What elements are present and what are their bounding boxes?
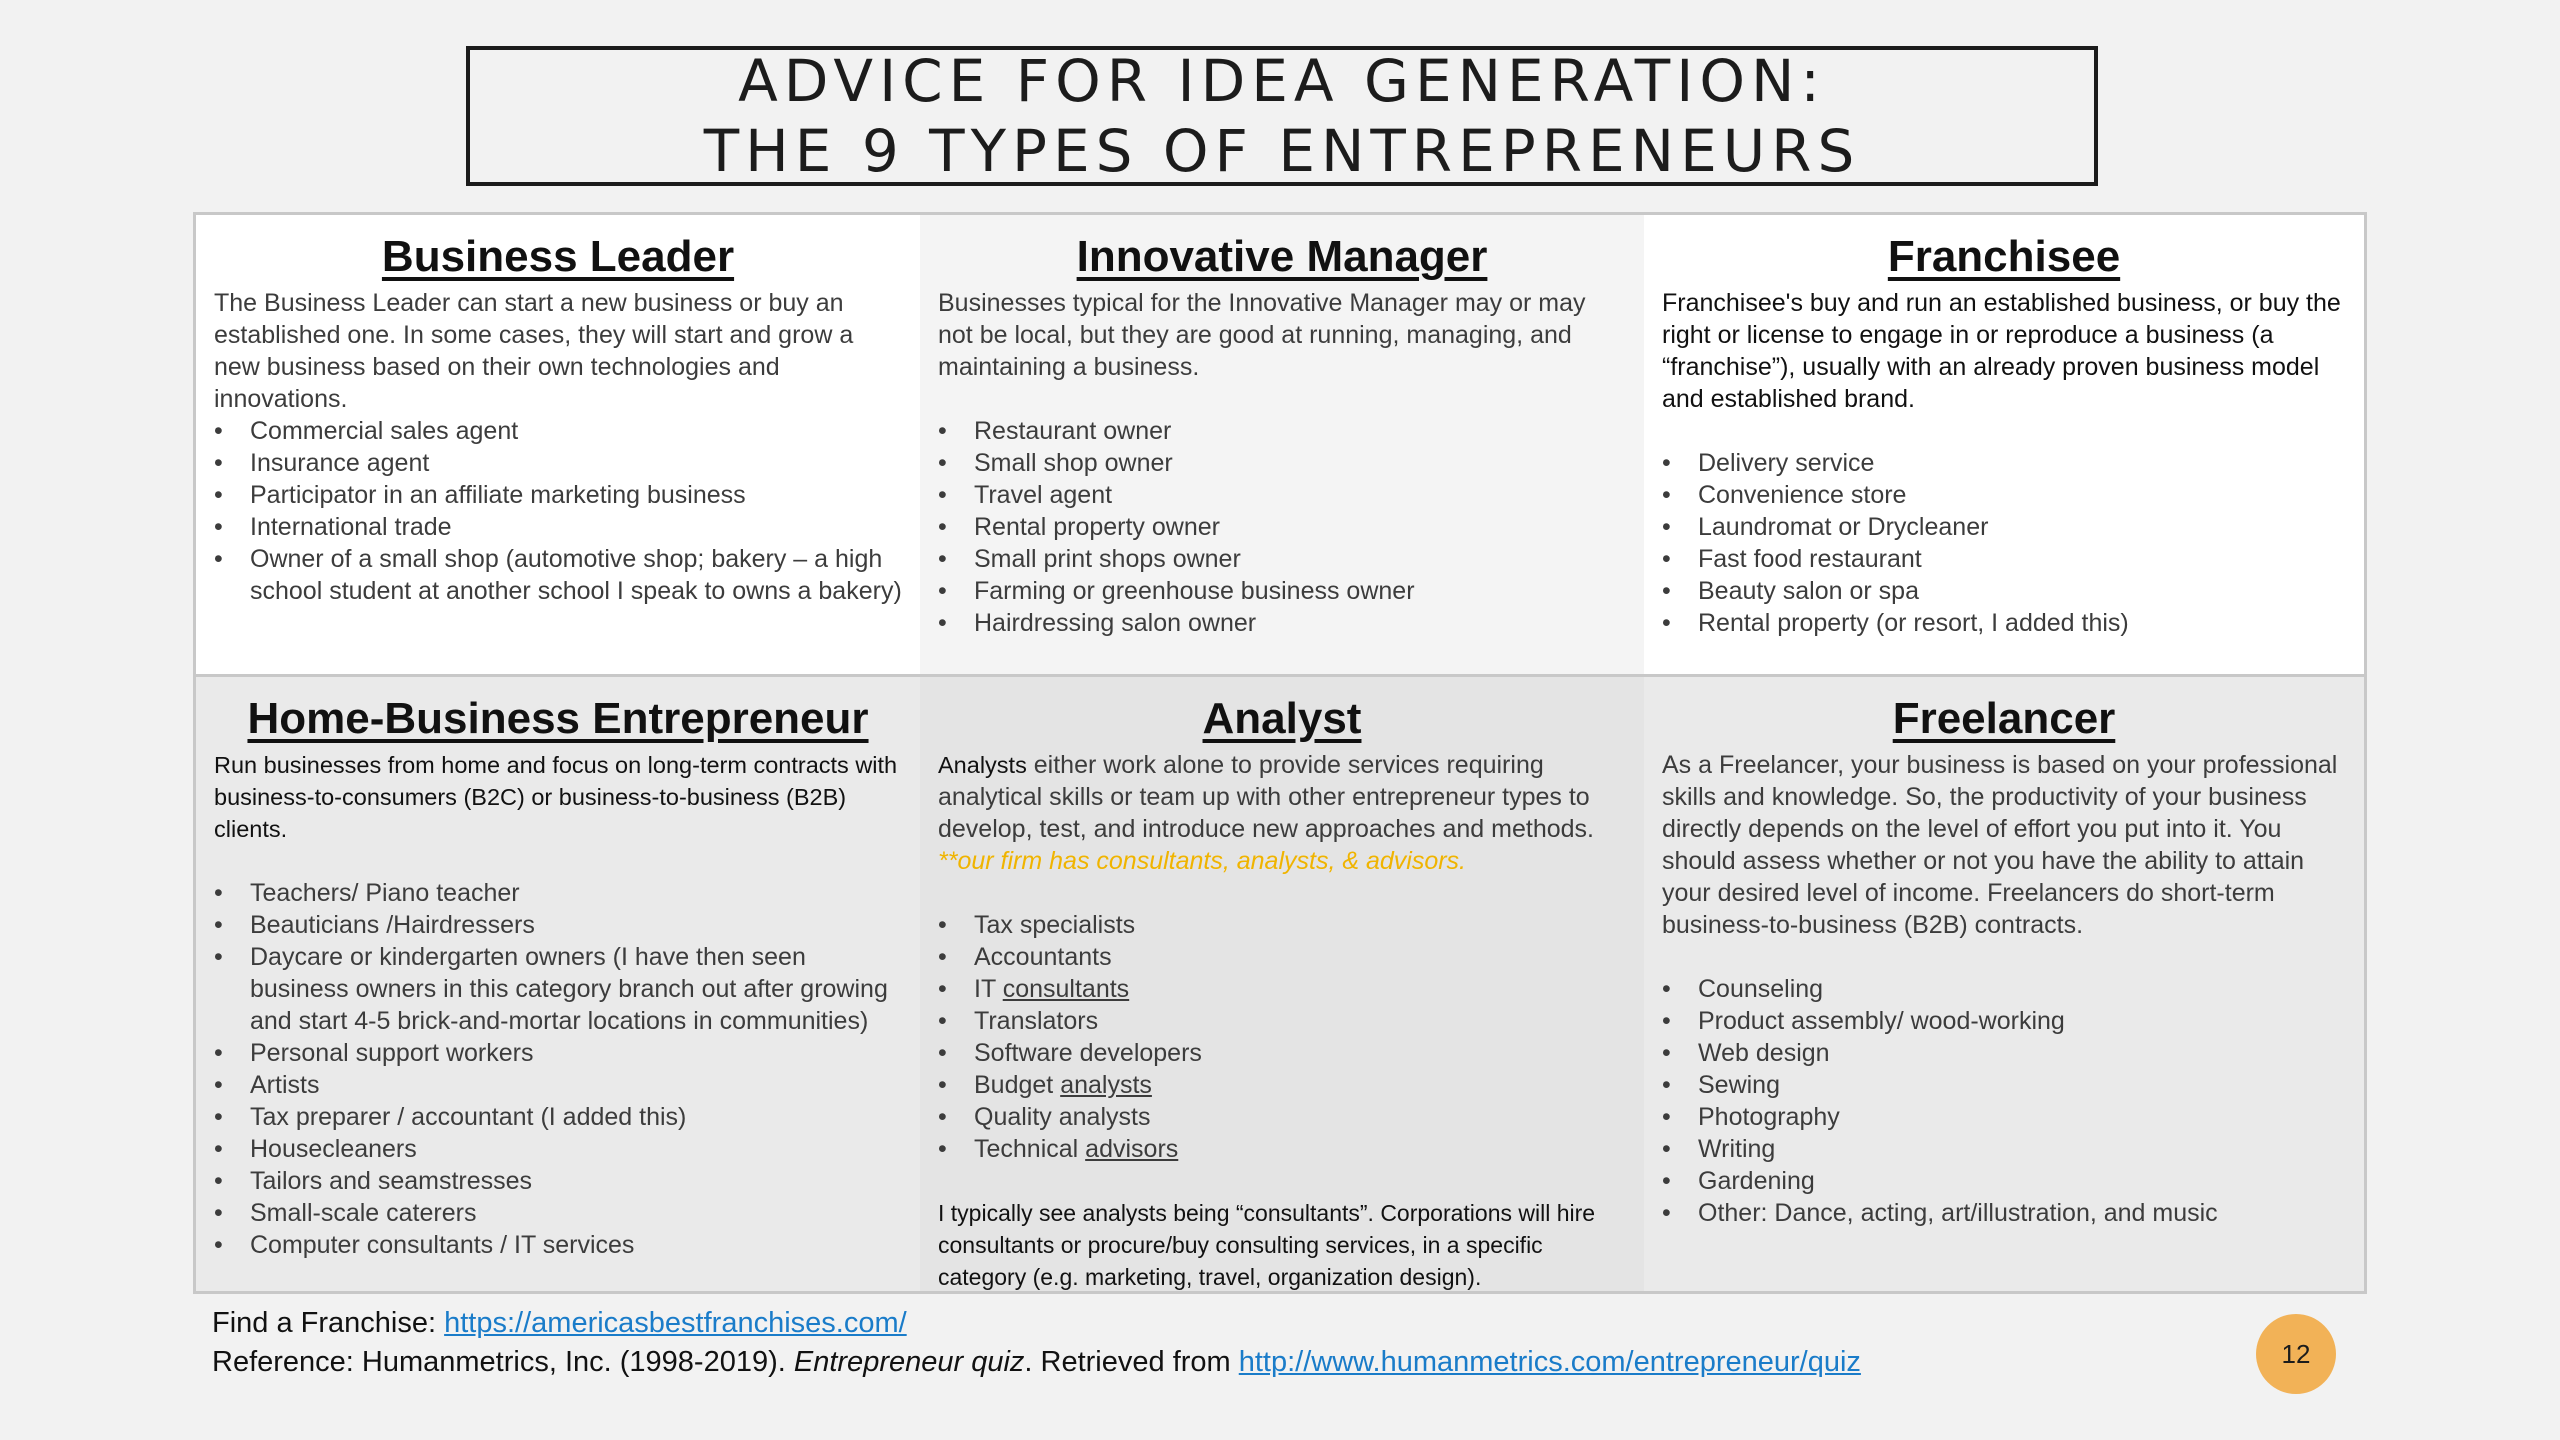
example-list xyxy=(1662,973,2346,1229)
list-item: • Teachers/ Piano teacher xyxy=(214,877,902,909)
list-item: • Hairdressing salon owner xyxy=(938,607,1626,639)
list-item: • Product assembly/ wood-working xyxy=(1662,1005,2346,1037)
franchise-line xyxy=(212,1304,1861,1343)
list-item: • Fast food restaurant xyxy=(1662,543,2346,575)
list-item: • Other: Dance, acting, art/illustration, and music xyxy=(1662,1197,2346,1229)
list-item: • Counseling xyxy=(1662,973,2346,1005)
list-item: • Tax specialists xyxy=(938,909,1626,941)
list-item: • Insurance agent xyxy=(214,447,902,479)
cell-freelancer xyxy=(1644,674,2364,1291)
list-item: • Small shop owner xyxy=(938,447,1626,479)
list-item: • Budget analysts xyxy=(938,1069,1626,1101)
page-number-badge: 12 xyxy=(2256,1314,2336,1394)
list-item: • Gardening xyxy=(1662,1165,2346,1197)
franchise-label: Find a Franchise: xyxy=(212,1307,445,1339)
cell-description: As a Freelancer, your business is based on your professional skills and knowledge. So, the productivity of your business directly depends on the level of effort you put into it. You should assess whether or not you have the ability to attain your desired level of income. Freelancers do short-term business-to-business (B2B) contracts. xyxy=(1662,751,2338,939)
cell-description: The Business Leader can start a new business or buy an established one. In some cases, they will start and grow a new business based on their own technologies and innovations. xyxy=(214,289,854,413)
list-item: • Web design xyxy=(1662,1037,2346,1069)
list-item: • Participator in an affiliate marketing business xyxy=(214,479,902,511)
list-item: • Technical advisors xyxy=(938,1133,1626,1165)
cell-description: Run businesses from home and focus on long-term contracts with business-to-consumers (B2C) or business-to-business (B2B) clients. xyxy=(214,752,898,842)
list-item: • Tailors and seamstresses xyxy=(214,1165,902,1197)
example-list xyxy=(214,877,902,1261)
cell-title: Innovative Manager xyxy=(1076,232,1488,281)
list-item: • Computer consultants / IT services xyxy=(214,1229,902,1261)
cell-title: Home-Business Entrepreneur xyxy=(247,694,869,743)
list-item: • Farming or greenhouse business owner xyxy=(938,575,1626,607)
reference-text-mid: . Retrieved from xyxy=(1024,1346,1239,1378)
list-item: • Small-scale caterers xyxy=(214,1197,902,1229)
analysts-lead: Analysts xyxy=(938,752,1027,778)
cell-title: Freelancer xyxy=(1892,694,2116,743)
list-item: • Accountants xyxy=(938,941,1626,973)
analysts-desc: either work alone to provide services requiring analytical skills or team up with other entrepreneur types to develop, test, and introduce new approaches and methods. xyxy=(938,751,1594,843)
list-item: • Convenience store xyxy=(1662,479,2346,511)
cell-home-business-entrepreneur xyxy=(196,674,920,1291)
reference-title: Entrepreneur quiz xyxy=(793,1346,1025,1378)
list-item: • Software developers xyxy=(938,1037,1626,1069)
cell-description xyxy=(938,749,1626,877)
underlined-word: consultants xyxy=(1002,975,1130,1003)
example-list xyxy=(938,415,1626,639)
list-item: • Writing xyxy=(1662,1133,2346,1165)
underlined-word: advisors xyxy=(1085,1135,1179,1163)
list-item: • Photography xyxy=(1662,1101,2346,1133)
example-list xyxy=(1662,447,2346,639)
list-item: • Small print shops owner xyxy=(938,543,1626,575)
franchise-link[interactable]: https://americasbestfranchises.com/ xyxy=(444,1307,907,1339)
list-item: • Laundromat or Drycleaner xyxy=(1662,511,2346,543)
cell-franchisee xyxy=(1644,215,2364,674)
footer xyxy=(212,1304,1861,1382)
cell-innovative-manager xyxy=(920,215,1644,674)
list-item: • Translators xyxy=(938,1005,1626,1037)
list-item: • Daycare or kindergarten owners (I have then seen business owners in this category branch out after growing and start 4-5 brick-and-mortar locations in communities) xyxy=(214,941,902,1037)
list-item: • International trade xyxy=(214,511,902,543)
list-item: • Quality analysts xyxy=(938,1101,1626,1133)
list-item: • Commercial sales agent xyxy=(214,415,902,447)
slide-title xyxy=(466,46,2098,186)
cell-business-leader xyxy=(196,215,920,674)
cell-title: Franchisee xyxy=(1887,232,2121,281)
list-item: • Rental property (or resort, I added this) xyxy=(1662,607,2346,639)
underlined-word: analysts xyxy=(1060,1071,1152,1099)
list-item: • Housecleaners xyxy=(214,1133,902,1165)
title-line-1: ADVICE FOR IDEA GENERATION: xyxy=(738,47,1826,115)
list-item: • IT consultants xyxy=(938,973,1626,1005)
list-item: • Beauticians /Hairdressers xyxy=(214,909,902,941)
list-item: • Owner of a small shop (automotive shop; bakery – a high school student at another school I speak to owns a bakery) xyxy=(214,543,902,607)
list-item: • Tax preparer / accountant (I added this) xyxy=(214,1101,902,1133)
list-item: • Personal support workers xyxy=(214,1037,902,1069)
list-item: • Rental property owner xyxy=(938,511,1626,543)
list-item: • Beauty salon or spa xyxy=(1662,575,2346,607)
title-line-2: THE 9 TYPES OF ENTREPRENEURS xyxy=(703,117,1861,185)
reference-text: Reference: Humanmetrics, Inc. (1998-2019). xyxy=(212,1346,794,1378)
cell-analyst xyxy=(920,674,1644,1291)
list-item: • Delivery service xyxy=(1662,447,2346,479)
list-item: • Sewing xyxy=(1662,1069,2346,1101)
quiz-link[interactable]: http://www.humanmetrics.com/entrepreneur/quiz xyxy=(1238,1346,1861,1378)
cell-description: Franchisee's buy and run an established business, or buy the right or license to engage in or reproduce a business (a “franchise”), usually with an already proven business model and established brand. xyxy=(1662,289,2341,413)
analyst-commentary: I typically see analysts being “consultants”. Corporations will hire consultants or procure/buy consulting services, in a specific category (e.g. marketing, travel, organization design). xyxy=(938,1200,1596,1290)
list-item: • Restaurant owner xyxy=(938,415,1626,447)
example-list xyxy=(214,415,902,607)
cell-description: Businesses typical for the Innovative Manager may or may not be local, but they are good at running, managing, and maintaining a business. xyxy=(938,289,1586,381)
cell-title: Analyst xyxy=(1202,694,1362,743)
example-list xyxy=(938,909,1626,1165)
entrepreneur-types-grid xyxy=(193,212,2367,1294)
list-item: • Travel agent xyxy=(938,479,1626,511)
cell-title: Business Leader xyxy=(381,232,735,281)
list-item: • Artists xyxy=(214,1069,902,1101)
firm-note: **our firm has consultants, analysts, & advisors. xyxy=(938,847,1467,875)
reference-line xyxy=(212,1343,1861,1382)
